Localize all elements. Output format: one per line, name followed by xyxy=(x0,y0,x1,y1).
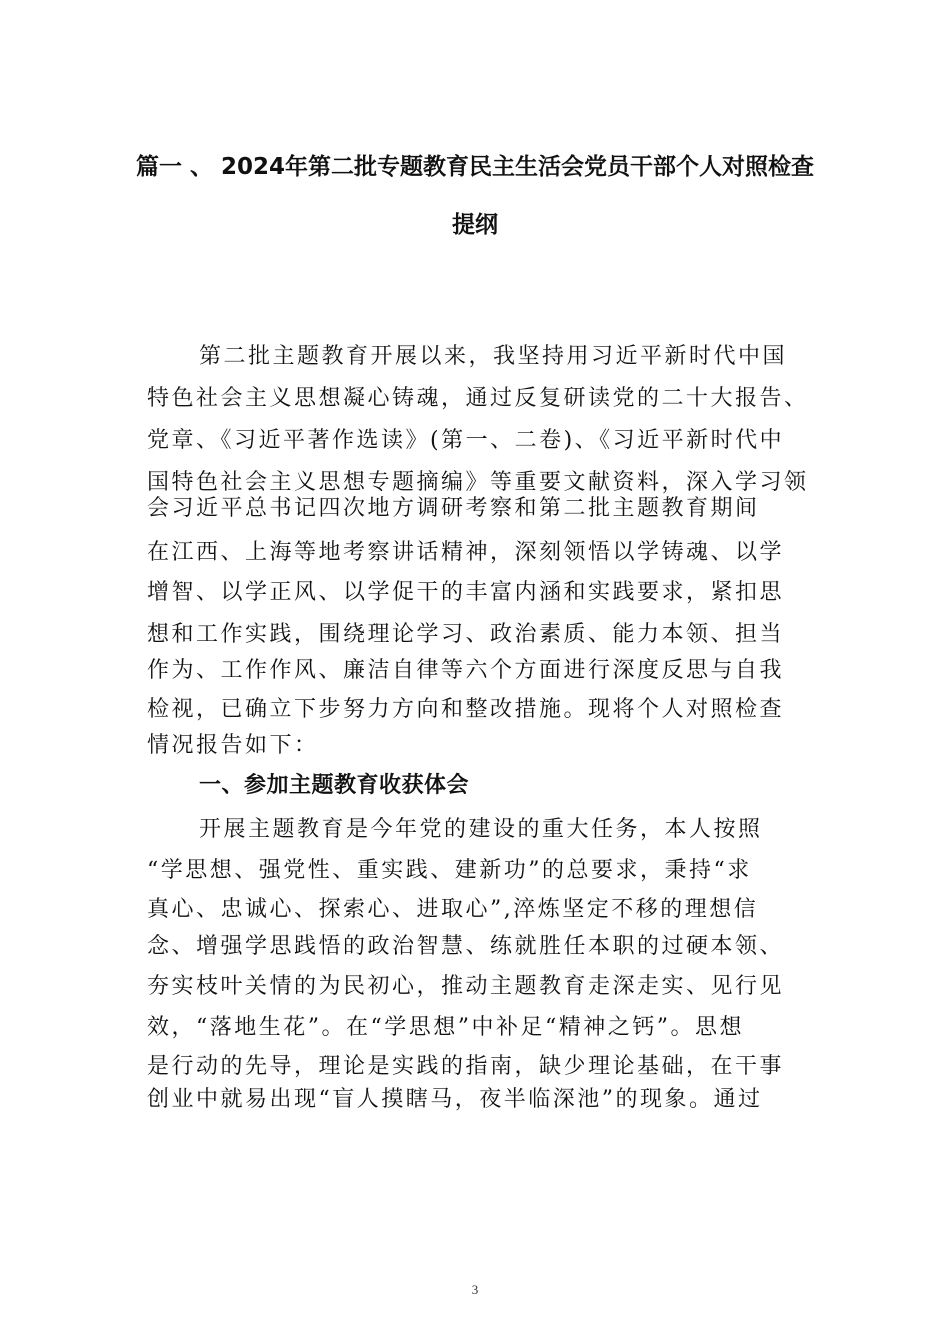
body-text-line: 真心、忠诚心、探索心、进取心”,淬炼坚定不移的理想信 xyxy=(147,897,759,922)
body-text-line: 是行动的先导，理论是实践的指南，缺少理论基础，在干事 xyxy=(147,1054,785,1079)
body-text-line: 在江西、上海等地考察讲话精神，深刻领悟以学铸魂、以学 xyxy=(147,540,785,565)
body-text-line: “学思想、强党性、重实践、建新功”的总要求，秉持“求 xyxy=(147,858,752,883)
body-text-line: 情况报告如下： xyxy=(147,733,319,758)
body-text-line: 作为、工作作风、廉洁自律等六个方面进行深度反思与自我 xyxy=(147,658,785,683)
body-text-line: 国特色社会主义思想专题摘编》等重要文献资料，深入学习领 xyxy=(147,470,809,495)
body-text-line: 念、增强学思践悟的政治智慧、练就胜任本职的过硬本领、 xyxy=(147,934,785,959)
body-text-line: 第二批主题教育开展以来，我坚持用习近平新时代中国 xyxy=(199,344,788,369)
document-title-line-2: 提纲 xyxy=(452,212,498,238)
document-title-line-1: 篇一 、 2024年第二批专题教育民主生活会党员干部个人对照检查 xyxy=(135,154,815,180)
section-heading: 一、参加主题教育收获体会 xyxy=(199,773,470,798)
body-text-line: 增智、以学正风、以学促干的丰富内涵和实践要求，紧扣思 xyxy=(147,580,785,605)
body-text-line: 检视，已确立下步努力方向和整改措施。现将个人对照检查 xyxy=(147,697,785,722)
body-text-line: 党章、《习近平著作选读》(第一、二卷)、《习近平新时代中 xyxy=(147,428,785,453)
body-text-line: 特色社会主义思想凝心铸魂，通过反复研读党的二十大报告、 xyxy=(147,386,809,411)
body-text-line: 创业中就易出现“盲人摸瞎马，夜半临深池”的现象。通过 xyxy=(147,1087,763,1112)
body-text-line: 会习近平总书记四次地方调研考察和第二批主题教育期间 xyxy=(147,496,760,521)
page-number: 3 xyxy=(471,1282,479,1297)
body-text-line: 夯实枝叶关情的为民初心，推动主题教育走深走实、见行见 xyxy=(147,974,785,999)
body-text-line: 想和工作实践，围绕理论学习、政治素质、能力本领、担当 xyxy=(147,622,785,647)
body-text-line: 效，“落地生花”。在“学思想”中补足“精神之钙”。思想 xyxy=(147,1015,744,1040)
body-text-line: 开展主题教育是今年党的建设的重大任务，本人按照 xyxy=(199,817,763,842)
